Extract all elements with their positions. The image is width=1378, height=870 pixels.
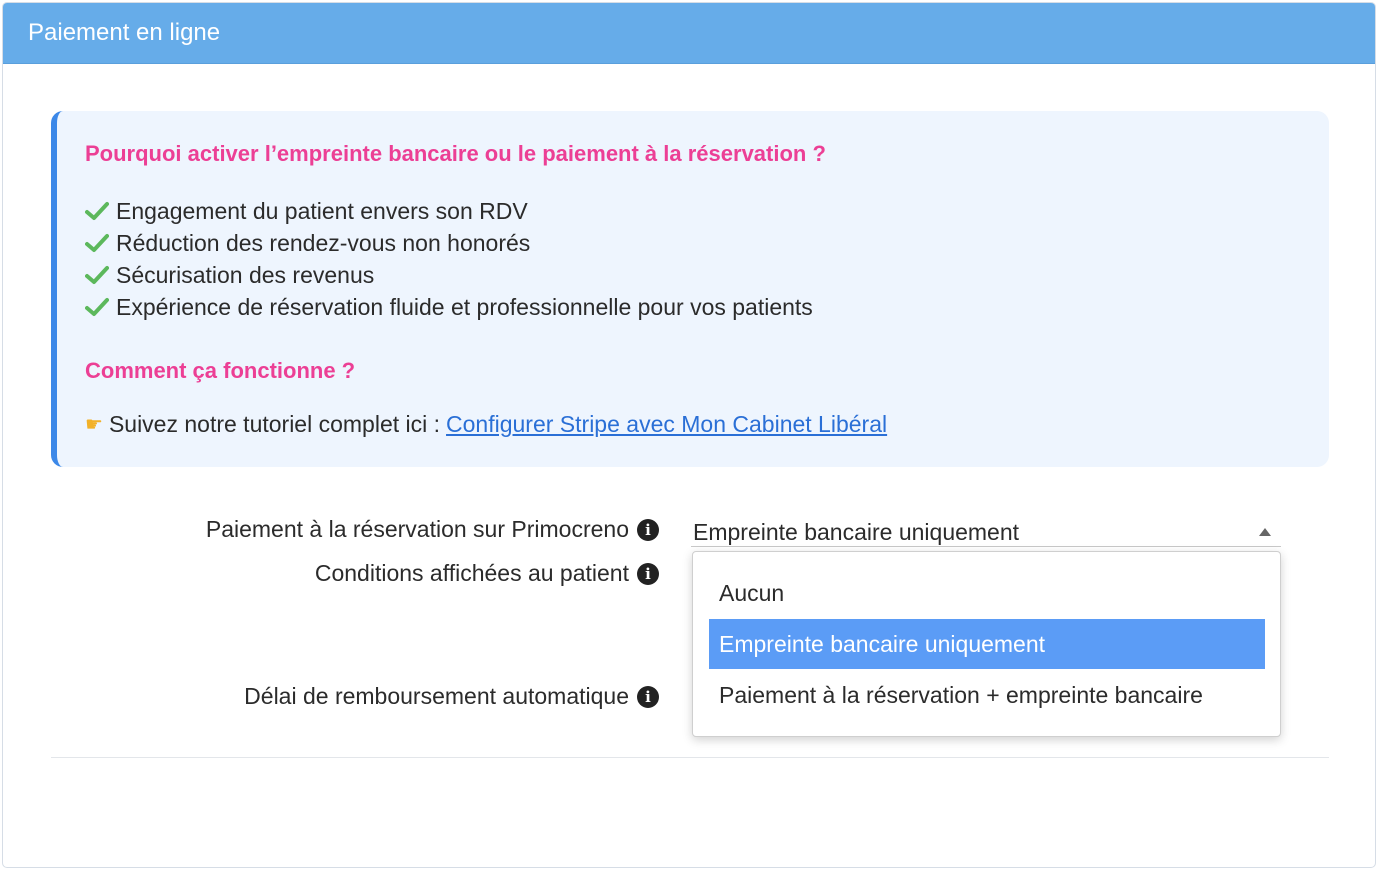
how-it-works-title: Comment ça fonctionne ? [85, 358, 356, 383]
benefit-item [85, 227, 813, 259]
benefit-text: Expérience de réservation fluide et professionnelle pour vos patients [116, 294, 813, 320]
conditions-label [315, 560, 659, 587]
dropdown-option-payment-and-imprint[interactable]: Paiement à la réservation + empreinte bancaire [719, 682, 1203, 708]
refund-delay-label-text: Délai de remboursement automatique [244, 683, 629, 709]
tutorial-line [85, 411, 887, 438]
benefits-list [85, 195, 813, 323]
benefit-item [85, 291, 813, 323]
online-payment-panel [2, 2, 1376, 868]
tutorial-link[interactable]: Configurer Stripe avec Mon Cabinet Libéral [446, 411, 888, 437]
panel-title: Paiement en ligne [3, 3, 1375, 64]
check-icon [85, 265, 109, 285]
info-icon[interactable]: i [637, 686, 659, 708]
payment-mode-dropdown [692, 551, 1281, 737]
conditions-label-text: Conditions affichées au patient [314, 560, 629, 586]
refund-delay-label [244, 683, 659, 710]
check-icon [85, 201, 109, 221]
dropdown-option-card-imprint[interactable]: Empreinte bancaire uniquement [709, 619, 1265, 669]
benefit-item [85, 195, 813, 227]
info-callout [51, 111, 1329, 467]
benefit-text: Engagement du patient envers son RDV [116, 198, 528, 224]
check-icon [85, 233, 109, 253]
benefit-item [85, 259, 813, 291]
dropdown-option-none[interactable]: Aucun [719, 580, 785, 606]
benefit-text: Sécurisation des revenus [116, 262, 375, 288]
caret-up-icon [1259, 528, 1271, 536]
payment-mode-select-value: Empreinte bancaire uniquement [693, 519, 1020, 545]
payment-mode-label [206, 516, 659, 543]
payment-mode-select[interactable] [691, 515, 1281, 547]
info-icon[interactable]: i [637, 563, 659, 585]
info-title: Pourquoi activer l’empreinte bancaire ou le paiement à la réservation ? [85, 141, 826, 166]
tutorial-text: Suivez notre tutoriel complet ici : [108, 411, 441, 437]
section-divider [51, 757, 1329, 758]
pointing-hand-icon: ☛ [85, 414, 103, 436]
benefit-text: Réduction des rendez-vous non honorés [116, 230, 531, 256]
check-icon [85, 297, 109, 317]
info-icon[interactable]: i [637, 519, 659, 541]
payment-mode-label-text: Paiement à la réservation sur Primocreno [205, 516, 629, 542]
